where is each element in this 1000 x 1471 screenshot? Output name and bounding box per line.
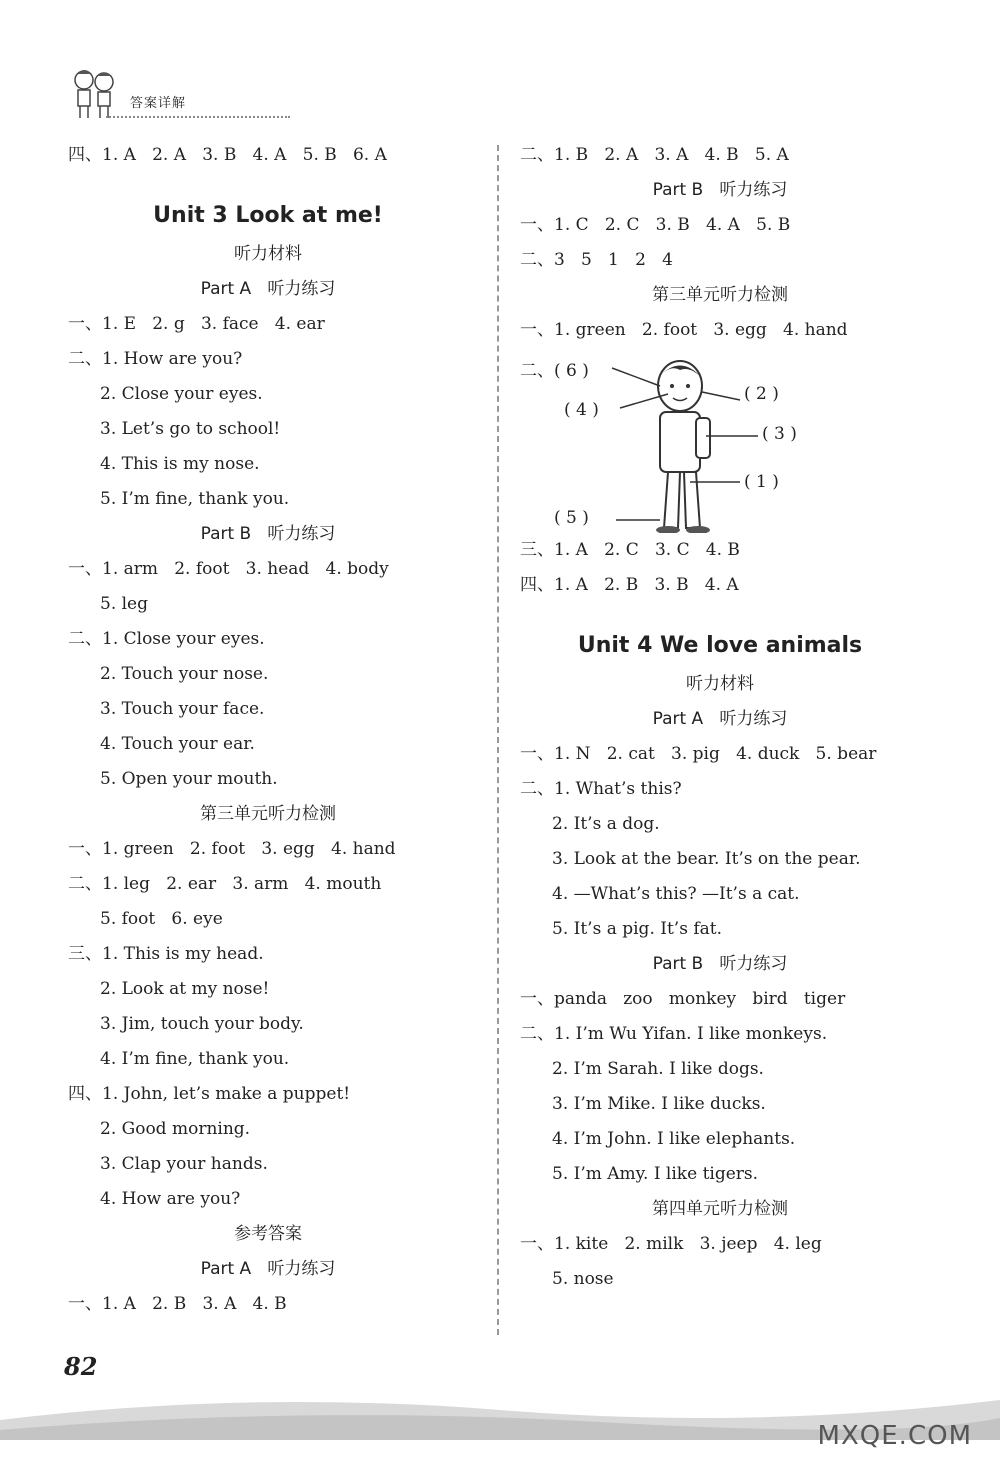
figure-label-5: ( 5 ) xyxy=(554,508,589,528)
answer-line: 3. Jim, touch your body. xyxy=(100,1014,304,1034)
answer-line: 四、1. John, let’s make a puppet! xyxy=(68,1084,351,1104)
column-divider xyxy=(497,145,499,1335)
answer-line: 4. How are you? xyxy=(100,1189,241,1209)
answer-line: 4. —What’s this? —It’s a cat. xyxy=(552,884,800,904)
figure-label-4: ( 4 ) xyxy=(564,400,599,420)
header-rule xyxy=(106,116,290,118)
answer-line: 5. I’m fine, thank you. xyxy=(100,489,290,509)
part-heading: Part A 听力练习 xyxy=(200,1259,336,1279)
children-illustration-icon xyxy=(66,64,122,120)
spacer xyxy=(520,603,920,625)
answer-line: 5. nose xyxy=(552,1269,614,1289)
page-number: 82 xyxy=(64,1352,98,1381)
figure-label-1: ( 1 ) xyxy=(744,472,779,492)
answer-line: 一、1. green 2. foot 3. egg 4. hand xyxy=(520,320,848,340)
figure-label-3: ( 3 ) xyxy=(762,424,797,444)
section-heading: 听力材料 xyxy=(234,244,302,264)
answer-line: 4. I’m fine, thank you. xyxy=(100,1049,290,1069)
answer-line: 一、1. green 2. foot 3. egg 4. hand xyxy=(68,839,396,859)
answer-line: 三、1. This is my head. xyxy=(68,944,264,964)
unit-3-title: Unit 3 Look at me! xyxy=(153,203,383,228)
answer-line: 一、1. arm 2. foot 3. head 4. body xyxy=(68,559,389,579)
answer-line: 2. Close your eyes. xyxy=(100,384,263,404)
watermark: MXQE.COM xyxy=(817,1421,972,1451)
section-heading: 第三单元听力检测 xyxy=(200,804,336,824)
answer-line: 四、1. A 2. B 3. B 4. A xyxy=(520,575,739,595)
answer-line: 2. Look at my nose! xyxy=(100,979,270,999)
part-heading: Part B 听力练习 xyxy=(200,524,336,544)
answer-line: 一、1. C 2. C 3. B 4. A 5. B xyxy=(520,215,791,235)
answer-line: 2. I’m Sarah. I like dogs. xyxy=(552,1059,764,1079)
unit-4-title: Unit 4 We love animals xyxy=(577,633,863,658)
answer-line: 3. Clap your hands. xyxy=(100,1154,268,1174)
answer-line: 2. It’s a dog. xyxy=(552,814,660,834)
section-heading: 参考答案 xyxy=(234,1224,302,1244)
answer-line: 5. Open your mouth. xyxy=(100,769,278,789)
answer-line: 二、1. leg 2. ear 3. arm 4. mouth xyxy=(68,874,382,894)
answer-line: 4. I’m John. I like elephants. xyxy=(552,1129,796,1149)
answer-line: 3. Touch your face. xyxy=(100,699,265,719)
part-heading: Part B 听力练习 xyxy=(652,180,788,200)
part-heading: Part B 听力练习 xyxy=(652,954,788,974)
answer-line: 二、1. Close your eyes. xyxy=(68,629,265,649)
answer-line: 5. I’m Amy. I like tigers. xyxy=(552,1164,759,1184)
answer-line: 2. Touch your nose. xyxy=(100,664,269,684)
figure-label-6: 二、( 6 ) xyxy=(520,361,589,381)
answer-line: 5. It’s a pig. It’s fat. xyxy=(552,919,722,939)
part-heading: Part A 听力练习 xyxy=(200,279,336,299)
answer-line: 3. I’m Mike. I like ducks. xyxy=(552,1094,766,1114)
answer-line: 三、1. A 2. C 3. C 4. B xyxy=(520,540,740,560)
answer-line: 一、1. E 2. g 3. face 4. ear xyxy=(68,314,325,334)
answer-line: 3. Look at the bear. It’s on the pear. xyxy=(552,849,861,869)
answer-line: 2. Good morning. xyxy=(100,1119,251,1139)
answer-line: 4. Touch your ear. xyxy=(100,734,255,754)
spacer xyxy=(68,173,468,195)
answer-line: 一、panda zoo monkey bird tiger xyxy=(520,989,846,1009)
answer-line: 二、1. B 2. A 3. A 4. B 5. A xyxy=(520,145,789,165)
section-heading: 第四单元听力检测 xyxy=(652,1199,788,1219)
answer-line: 4. This is my nose. xyxy=(100,454,260,474)
answer-line: 5. leg xyxy=(100,594,149,614)
header-title: 答案详解 xyxy=(130,96,187,111)
section-heading: 听力材料 xyxy=(686,674,754,694)
answer-line: 5. foot 6. eye xyxy=(100,909,223,929)
part-heading: Part A 听力练习 xyxy=(652,709,788,729)
answer-line: 二、1. I’m Wu Yifan. I like monkeys. xyxy=(520,1024,828,1044)
answer-line: 二、3 5 1 2 4 xyxy=(520,250,673,270)
left-column xyxy=(68,138,468,1322)
body-parts-figure xyxy=(520,348,920,533)
section-heading: 第三单元听力检测 xyxy=(652,285,788,305)
answer-line: 一、1. N 2. cat 3. pig 4. duck 5. bear xyxy=(520,744,877,764)
answer-line: 四、1. A 2. A 3. B 4. A 5. B 6. A xyxy=(68,145,387,165)
answer-line: 二、1. How are you? xyxy=(68,349,243,369)
answer-line: 二、1. What’s this? xyxy=(520,779,682,799)
page-header xyxy=(60,62,260,130)
answer-line: 3. Let’s go to school! xyxy=(100,419,281,439)
answer-line: 一、1. kite 2. milk 3. jeep 4. leg xyxy=(520,1234,822,1254)
right-column xyxy=(520,138,920,1297)
answer-line: 一、1. A 2. B 3. A 4. B xyxy=(68,1294,287,1314)
figure-label-2: ( 2 ) xyxy=(744,384,779,404)
